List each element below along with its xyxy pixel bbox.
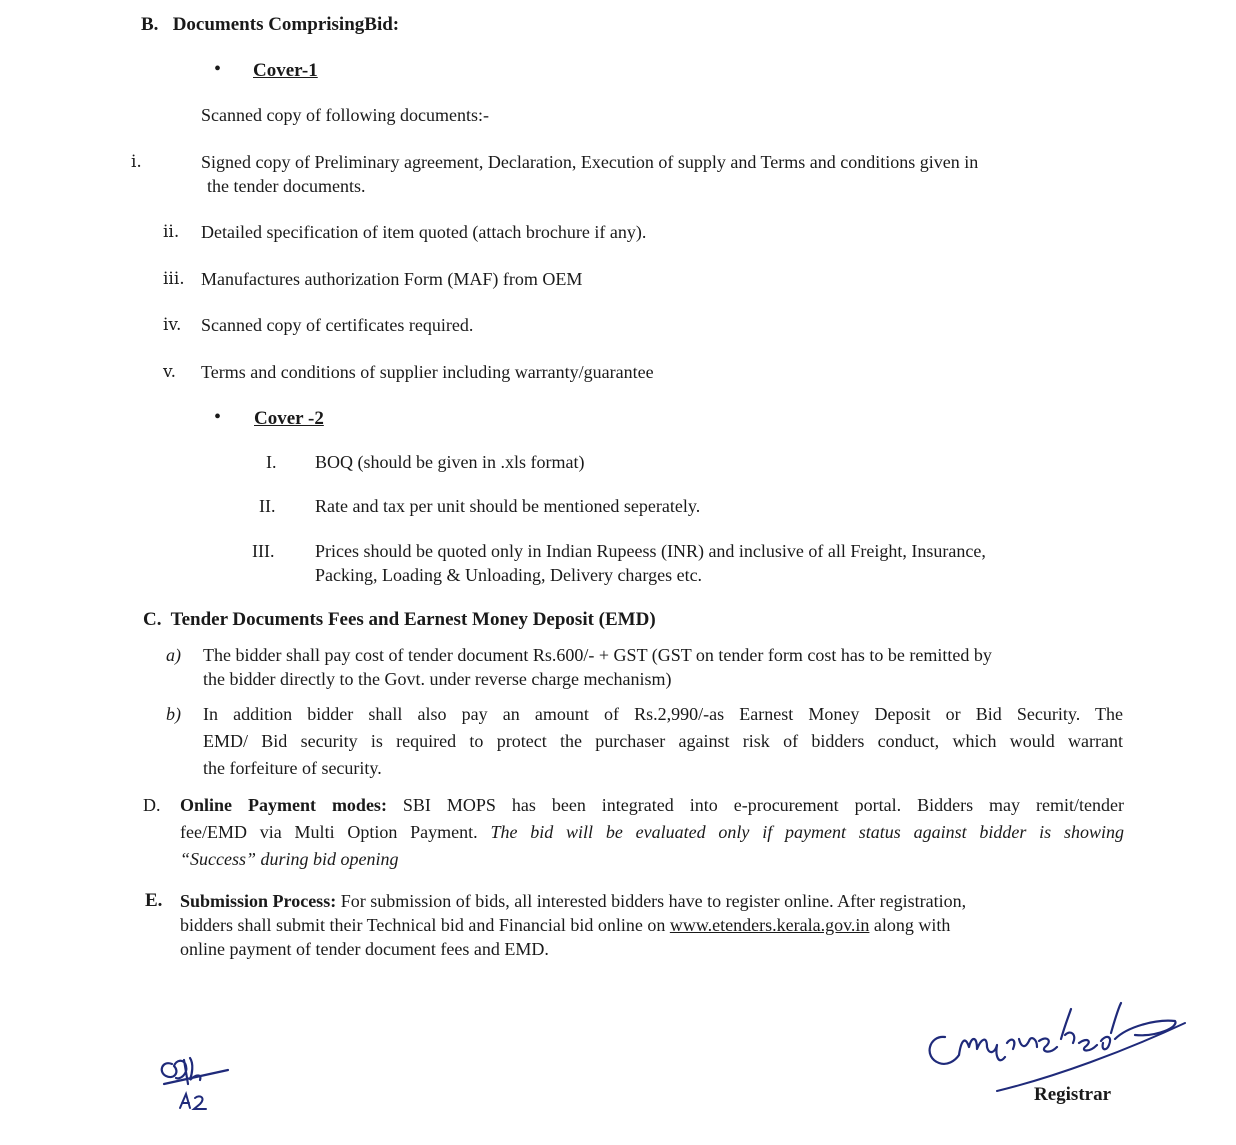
cover1-item-text: Terms and conditions of supplier including warranty/guarantee (201, 362, 654, 382)
section-e-line2 (180, 913, 950, 937)
section-c-item-text: In addition bidder shall also pay an amount of Rs.2,990/-as Earnest Money Deposit or Bid Security. The (203, 704, 1123, 724)
section-e-text: For submission of bids, all interested bidders have to register online. After registration, (336, 891, 967, 911)
cover1-item-num: v. (163, 362, 176, 382)
registrar-signature (915, 995, 1205, 1095)
cover1-item-text: Detailed specification of item quoted (attach brochure if any). (201, 222, 647, 242)
section-c-item-text-cont: EMD/ Bid security is required to protect the purchaser against risk of bidders conduct, which would warrant (203, 731, 1123, 751)
section-e-title: Submission Process: (180, 891, 337, 911)
cover1-bullet: • (214, 58, 222, 80)
section-e-text: bidders shall submit their Technical bid and Financial bid online on (180, 915, 670, 935)
registrar-label: Registrar (1034, 1084, 1112, 1105)
cover1-item-num: iii. (163, 269, 185, 289)
section-c-item-num: a) (166, 645, 181, 665)
cover1-item-text-cont: the tender documents. (207, 176, 366, 196)
cover1-item-num: ii. (163, 222, 180, 242)
cover2-item-text-cont: Packing, Loading & Unloading, Delivery charges etc. (315, 565, 703, 585)
etenders-link[interactable]: www.etenders.kerala.gov.in (669, 915, 870, 935)
cover2-title: Cover -2 (254, 408, 324, 429)
section-c-item-text: The bidder shall pay cost of tender document Rs.600/- + GST (GST on tender form cost has to be remitted by (203, 645, 992, 665)
cover1-title: Cover-1 (253, 60, 318, 81)
cover2-bullet: • (214, 406, 222, 428)
section-e-line1 (180, 889, 966, 913)
cover1-item-text: Manufactures authorization Form (MAF) from OEM (201, 269, 583, 289)
cover1-item-text: Scanned copy of certificates required. (201, 315, 474, 335)
cover2-item-num: III. (252, 541, 275, 561)
initials-signature (150, 1050, 240, 1115)
section-e-text: along with (869, 915, 951, 935)
cover1-item-text: Signed copy of Preliminary agreement, Declaration, Execution of supply and Terms and conditions given in (201, 152, 979, 172)
section-b-letter: B. (141, 14, 159, 35)
section-d-title: Online Payment modes: (180, 795, 387, 815)
section-c-item-text-cont: the forfeiture of security. (203, 758, 382, 778)
cover2-item-text: Rate and tax per unit should be mentioned seperately. (315, 496, 701, 516)
section-d-letter: D. (143, 795, 161, 815)
section-c-title: Tender Documents Fees and Earnest Money Deposit (EMD) (170, 609, 656, 630)
cover2-item-num: I. (266, 452, 277, 472)
section-d-text: fee/EMD via Multi Option Payment. (180, 822, 491, 842)
section-b-title: Documents ComprisingBid: (172, 14, 400, 35)
section-e-letter: E. (145, 890, 163, 911)
cover1-intro: Scanned copy of following documents:- (201, 105, 489, 125)
section-d-text: SBI MOPS has been integrated into e-procurement portal. Bidders may remit/tender (386, 795, 1124, 815)
section-c-item-num: b) (166, 704, 181, 724)
section-e-line3: online payment of tender document fees and EMD. (180, 939, 549, 959)
section-d-italic-text-cont: “Success” during bid opening (180, 849, 399, 869)
section-b-heading (141, 13, 399, 37)
section-d-line2 (180, 820, 1124, 844)
cover1-item-num: iv. (163, 315, 182, 335)
cover1-item-num: i. (131, 152, 142, 172)
section-c-heading (143, 608, 656, 632)
section-d-line1 (180, 793, 1124, 817)
section-c-letter: C. (143, 609, 162, 630)
section-c-item-text-cont: the bidder directly to the Govt. under reverse charge mechanism) (203, 669, 672, 689)
cover2-item-num: II. (259, 496, 276, 516)
cover2-item-text: BOQ (should be given in .xls format) (315, 452, 585, 472)
cover2-item-text: Prices should be quoted only in Indian Rupeess (INR) and inclusive of all Freight, Insurance, (315, 541, 986, 561)
section-d-italic-text: The bid will be evaluated only if payment status against bidder is showing (490, 822, 1124, 842)
